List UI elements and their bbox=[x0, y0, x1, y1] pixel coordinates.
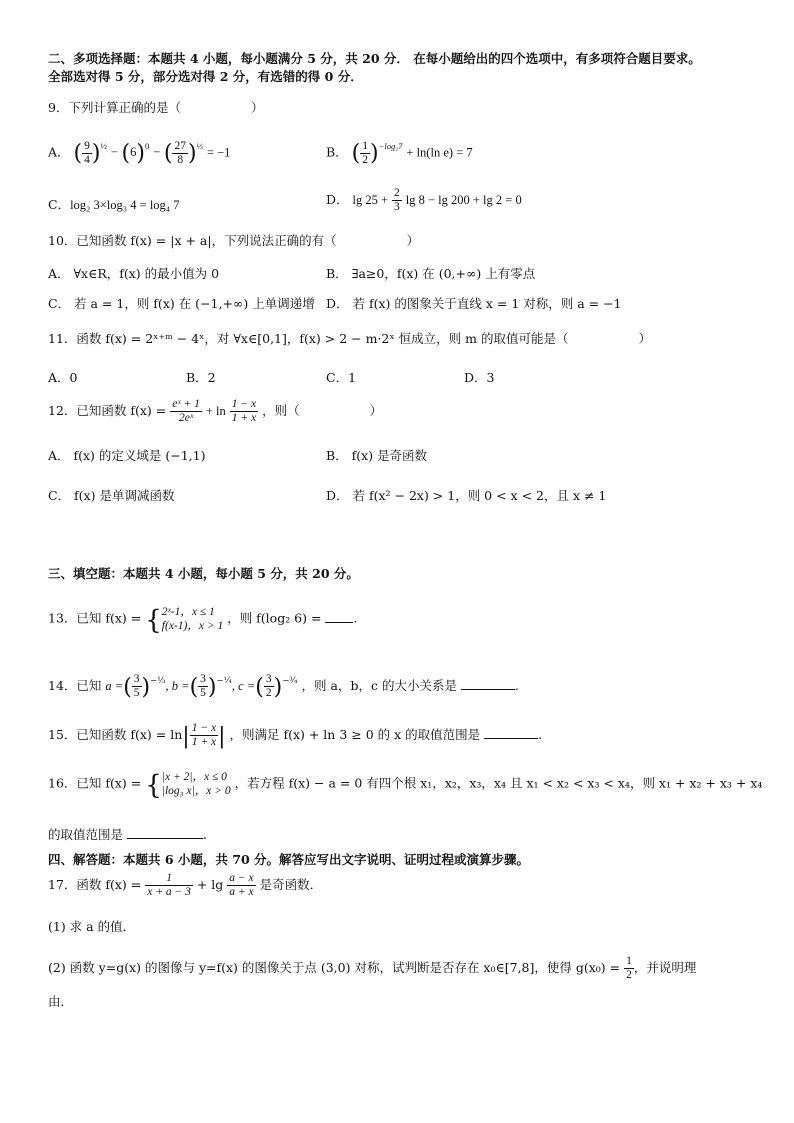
q15: 15．已知函数 f(x) = ln| $\frac{1 - x}{1 + x}$ | ，则满足 f(x) + ln 3 ≥ 0 的 x 的取值范围是 . bbox=[48, 722, 543, 749]
q13: 13．已知 f(x) = { 2ˣ-1，x ≤ 1 f(x-1)，x > 1 ，则 f(log₂ 6) = . bbox=[48, 605, 358, 636]
q11-options bbox=[48, 368, 754, 392]
section-3-title: 三、填空题：本题共 4 小题，每小题 5 分，共 20 分。 bbox=[48, 566, 359, 581]
q10-option-a: A． ∀x∈R，f(x) 的最小值为 0 bbox=[48, 266, 220, 281]
section-2-header bbox=[48, 50, 754, 86]
section-2-scoring: 全部选对得 5 分，部分选对得 2 分，有选错的得 0 分． bbox=[48, 69, 363, 84]
q12-option-a: A． f(x) 的定义域是 (−1,1) bbox=[48, 448, 206, 463]
q10-option-c: C． 若 a = 1，则 f(x) 在 (−1,+∞) 上单调递增 bbox=[48, 296, 315, 311]
q9-option-b: B． ( $\frac{1}{2}$ )$^{-log_27}$ + ln(ln e) = 7 bbox=[326, 140, 473, 167]
q9-row-cd bbox=[48, 187, 754, 219]
q10-stem: 10．已知函数 f(x) = |x + a|，下列说法正确的有（ ） bbox=[48, 233, 420, 248]
q10-option-b: B． ∃a≥0，f(x) 在 (0,+∞) 上有零点 bbox=[326, 266, 536, 281]
q12-option-b: B． f(x) 是奇函数 bbox=[326, 448, 428, 463]
q12-stem: 12．已知函数 f(x) = $\frac{\text{eˣ + 1}}{\text{2eˣ}}$ + ln $\frac{1 - x}{1 + x}$ ，则（ ） bbox=[48, 398, 383, 424]
q14: 14．已知 a =( $\frac{3}{5}$ )$^{-\frac{1}{3}}$, b =( $\frac{3}{5}$ )$^{-\frac{1}{4}}$, c =( $\frac{3}{2}$ )$^{-\frac{3}{4}}$ ，则 a，b，c 的大小关系是 . bbox=[48, 673, 519, 700]
q12-row-ab bbox=[48, 446, 754, 470]
q9-option-a: A． ( $\frac{9}{4}$ )$^{\frac{1}{2}} - (6)^0$ − ( $\frac{27}{8}$ )$^{\frac{1}{3}}$ = −1 bbox=[48, 140, 231, 167]
q11-stem: 11．函数 f(x) = 2ˣ⁺ᵐ − 4ˣ，对 ∀x∈[0,1]，f(x) > 2 − m·2ˣ 恒成立，则 m 的取值可能是（ ） bbox=[48, 331, 651, 346]
q12-option-c: C． f(x) 是单调减函数 bbox=[48, 488, 175, 503]
q16-answer-blank[interactable] bbox=[127, 826, 203, 839]
q16: 16．已知 f(x) = { |x + 2|，x ≤ 0 |log₃ x|，x > 0 ，若方程 f(x) − a = 0 有四个根 x₁，x₂，x₃，x₄ 且 x₁ < x₂ < x₃ < x₄，则 x₁ + x₂ + x₃ + x₄ bbox=[48, 770, 763, 801]
q11-option-b: B．2 bbox=[186, 370, 216, 385]
q11-option-c: C．1 bbox=[326, 370, 357, 385]
q17-part-1: (1) 求 a 的值． bbox=[48, 919, 136, 934]
q14-answer-blank[interactable] bbox=[461, 677, 515, 690]
q17-stem: 17．函数 f(x) = $\frac{1}{x + a - 3}$ + lg $\frac{a - x}{a + x}$ 是奇函数． bbox=[48, 872, 323, 898]
q9-stem: 9．下列计算正确的是（ ） bbox=[48, 100, 264, 115]
q11-option-a: A．0 bbox=[48, 370, 78, 385]
q10-row-ab bbox=[48, 264, 754, 288]
q13-answer-blank[interactable] bbox=[325, 610, 353, 623]
section-4-title: 四、解答题：本题共 6 小题，共 70 分。解答应写出文字说明、证明过程或演算步骤。 bbox=[48, 852, 530, 867]
q9-option-d: D． lg 25 + $\frac{2}{3}$ lg 8 − lg 200 + lg 2 = 0 bbox=[326, 187, 522, 213]
q9-row-ab bbox=[48, 134, 754, 174]
q11-option-d: D．3 bbox=[464, 370, 495, 385]
q12-row-cd bbox=[48, 486, 754, 510]
q15-answer-blank[interactable] bbox=[484, 726, 538, 739]
q17-part-2: (2) 函数 y=g(x) 的图像与 y=f(x) 的图像关于点 (3,0) 对称，试判断是否存在 x₀∈[7,8]，使得 g(x₀) = $\frac{1}{2}$ ，并说明理 bbox=[48, 955, 697, 981]
q16-line2: 的取值范围是 . bbox=[48, 827, 207, 842]
q17-part-2-cont: 由． bbox=[48, 994, 74, 1009]
q10-option-d: D． 若 f(x) 的图象关于直线 x = 1 对称，则 a = −1 bbox=[326, 296, 622, 311]
q10-row-cd bbox=[48, 294, 754, 318]
q9-option-c: C．log₂ 3×log₃ 4 = log₄ 7 bbox=[48, 197, 180, 212]
section-2-title: 二、多项选择题：本题共 4 小题，每小题满分 5 分，共 20 分． 在每小题给出的四个选项中，有多项符合题目要求。 bbox=[48, 51, 701, 66]
q12-option-d: D． 若 f(x² − 2x) > 1，则 0 < x < 2，且 x ≠ 1 bbox=[326, 488, 607, 503]
